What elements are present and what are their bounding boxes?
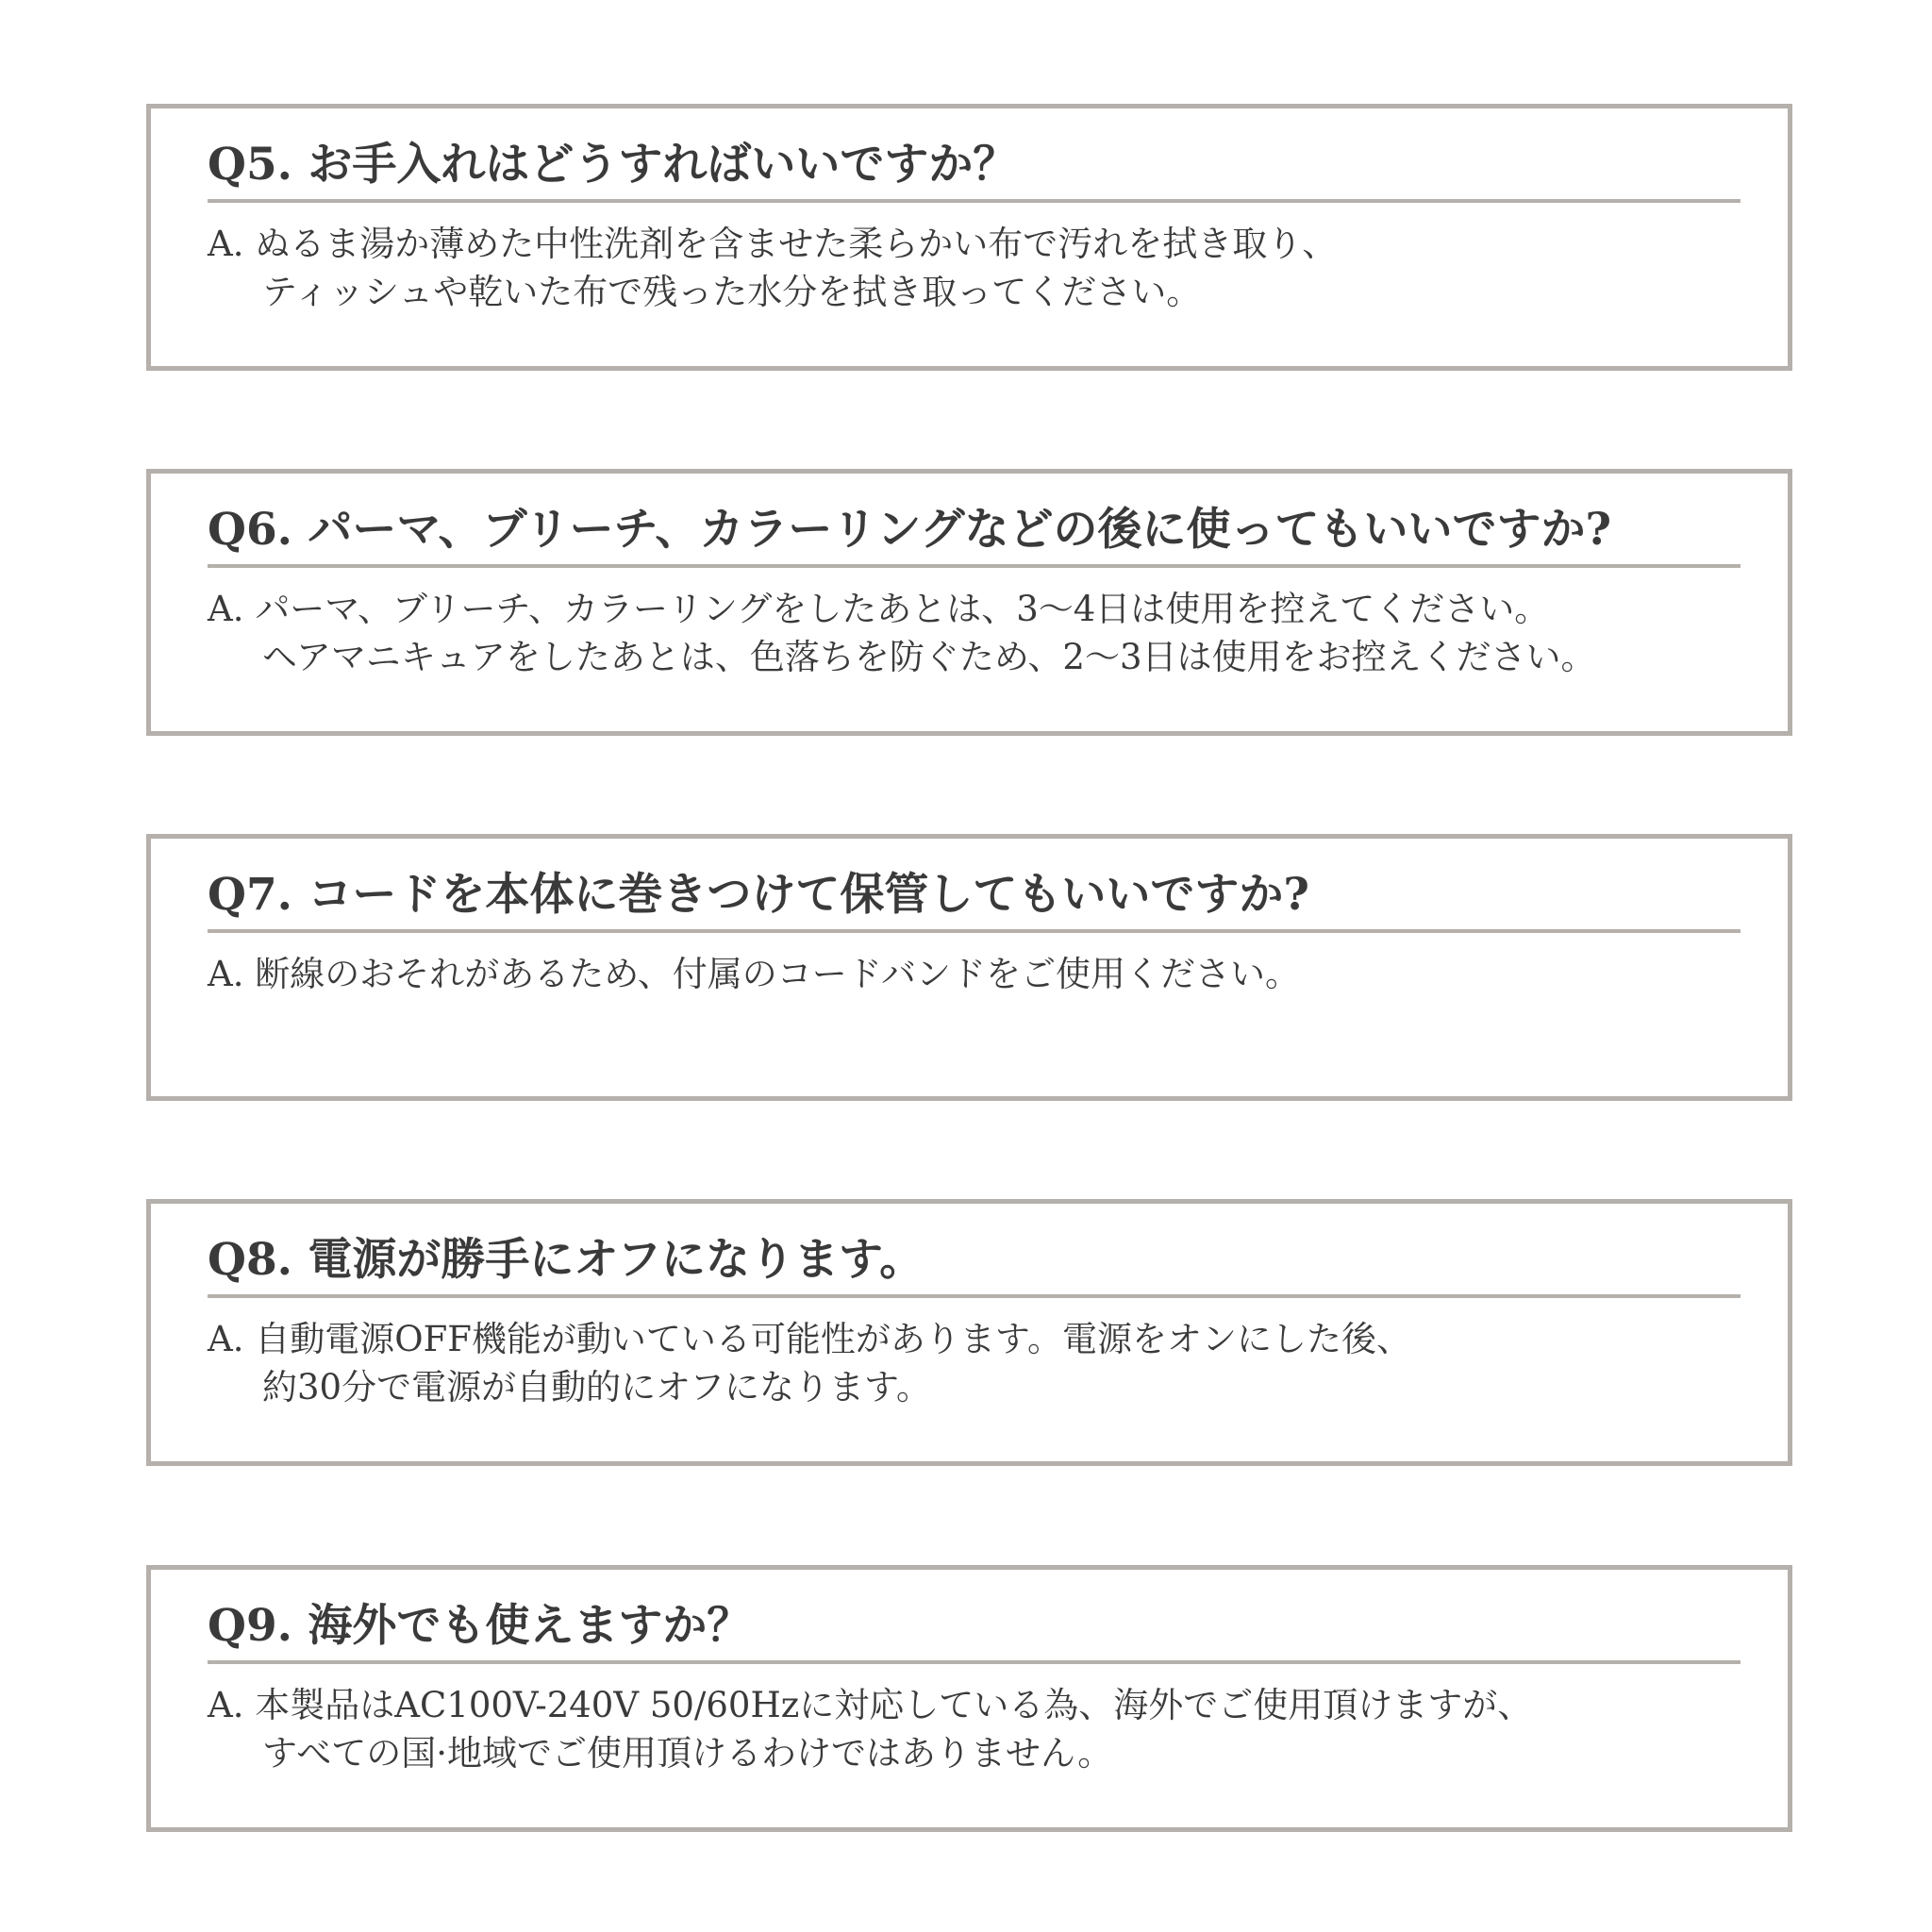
faq-item-q8 xyxy=(146,1199,1792,1466)
question-heading: Q7. コードを本体に巻きつけて保管してもいいですか? xyxy=(208,867,1740,933)
answer-line: A. ぬるま湯か薄めた中性洗剤を含ませた柔らかい布で汚れを拭き取り、 xyxy=(208,224,1338,264)
question-heading: Q8. 電源が勝手にオフになります。 xyxy=(208,1232,1740,1298)
answer-text xyxy=(208,1315,1755,1411)
answer-line: 約30分で電源が自動的にオフになります。 xyxy=(262,1367,932,1407)
answer-text xyxy=(208,1681,1755,1777)
question-heading: Q9. 海外でも使えますか？ xyxy=(208,1598,1740,1664)
answer-text xyxy=(208,585,1755,681)
answer-text xyxy=(208,950,1755,998)
faq-item-q9 xyxy=(146,1565,1792,1832)
answer-line: ティッシュや乾いた布で残った水分を拭き取ってください。 xyxy=(262,272,1202,312)
answer-line: A. 自動電源OFF機能が動いている可能性があります。電源をオンにした後、 xyxy=(208,1319,1411,1359)
answer-line: ヘアマニキュアをしたあとは、色落ちを防ぐため、2〜3日は使用をお控えください。 xyxy=(262,637,1596,677)
faq-item-q6 xyxy=(146,469,1792,736)
answer-line: すべての国·地域でご使用頂けるわけではありません。 xyxy=(262,1733,1113,1774)
answer-line: A. 本製品はAC100V-240V 50/60Hzに対応している為、海外でご使用頂けますが、 xyxy=(208,1685,1533,1725)
question-heading: Q5. お手入れはどうすればいいですか？ xyxy=(208,137,1740,203)
answer-line: A. パーマ、ブリーチ、カラーリングをしたあとは、3〜4日は使用を控えてください。 xyxy=(208,589,1550,629)
question-heading: Q6. パーマ、ブリーチ、カラーリングなどの後に使ってもいいですか? xyxy=(208,502,1740,568)
answer-text xyxy=(208,220,1755,316)
answer-line: A. 断線のおそれがあるため、付属のコードバンドをご使用ください。 xyxy=(208,954,1301,994)
faq-item-q7 xyxy=(146,834,1792,1101)
faq-item-q5 xyxy=(146,104,1792,371)
